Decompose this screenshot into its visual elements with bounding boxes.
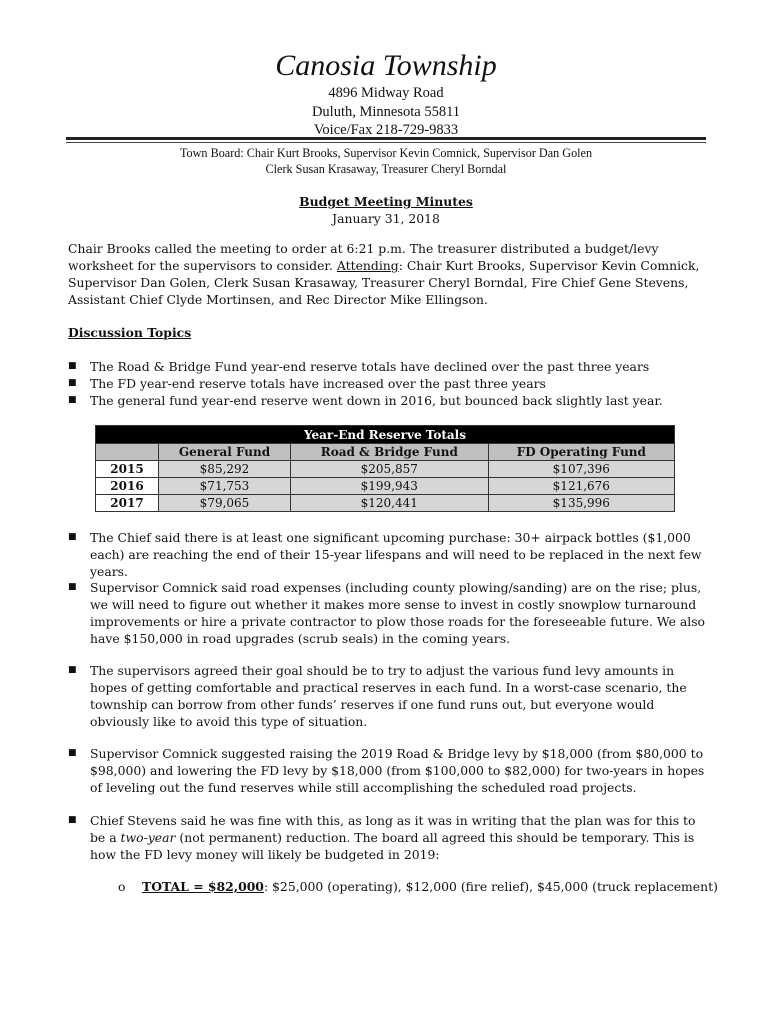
sub-bullet-icon: o: [118, 879, 126, 894]
topic-list: [68, 358, 708, 409]
row-year: 2017: [96, 495, 159, 512]
list-item: [68, 375, 708, 392]
table-cell: $71,753: [159, 478, 291, 495]
note-text-italic: two-year: [120, 830, 176, 845]
note-text: The supervisors agreed their goal should be to try to adjust the various fund levy amounts in hopes of getting comfortable and practical reserves in each fund. In a worst-case scenario, the township can borrow from other funds’ reserves if one fund runs out, but everyone would obviously like to avoid this type of situation.: [90, 663, 687, 729]
bullet-icon: ■: [68, 748, 77, 758]
note-stevens: [68, 812, 708, 863]
total-label: TOTAL = $82,000: [142, 879, 264, 894]
breakdown-detail: : $25,000 (operating), $12,000 (fire relief), $45,000 (truck replacement): [263, 879, 718, 894]
bullet-icon: ■: [68, 815, 77, 825]
note-comnick-levy: [68, 745, 708, 796]
bullet-icon: ■: [68, 665, 77, 675]
note-chief: [68, 529, 708, 580]
letterhead: [66, 48, 706, 140]
meeting-date: January 31, 2018: [332, 211, 440, 226]
meeting-title: Budget Meeting Minutes: [299, 194, 473, 209]
list-item: [68, 358, 708, 375]
intro-text: Chair Brooks called the meeting to order at 6:21 p.m. The treasurer distributed a budget/levy worksheet for the supervisors to consider.: [68, 241, 659, 273]
letterhead-divider: [66, 137, 706, 140]
table-corner-cell: [96, 444, 159, 461]
breakdown-text: [142, 878, 718, 895]
table-cell: $79,065: [159, 495, 291, 512]
board-line-1: Town Board: Chair Kurt Brooks, Supervisor Kevin Comnick, Supervisor Dan Golen: [179, 146, 593, 160]
letterhead-divider-thin: [66, 142, 706, 143]
attending-label: Attending: [336, 258, 399, 273]
column-header: Road & Bridge Fund: [290, 444, 488, 461]
column-header: General Fund: [159, 444, 291, 461]
table-cell: $199,943: [290, 478, 488, 495]
meeting-heading: [66, 193, 706, 227]
note-text-start: Chief Stevens said he was fine with this, as long as it was in writing that the plan was for this to be a: [90, 813, 696, 845]
table-cell: $120,441: [290, 495, 488, 512]
city-line: Duluth, Minnesota 55811: [311, 103, 461, 120]
list-item: [68, 812, 708, 863]
table-title: Year-End Reserve Totals: [96, 426, 675, 444]
reserve-totals-table: [95, 425, 675, 512]
board-line-2: Clerk Susan Krasaway, Treasurer Cheryl Borndal: [265, 162, 507, 176]
phone-line: Voice/Fax 218-729-9833: [313, 122, 459, 138]
note-supervisors: [68, 662, 708, 730]
table-row: [96, 478, 675, 495]
table-cell: $85,292: [159, 461, 291, 478]
note-text: Supervisor Comnick suggested raising the 2019 Road & Bridge levy by $18,000 (from $80,000 to $98,000) and lowering the FD levy by $18,000 (from $100,000 to $82,000) for two-years in hopes of leveling out the fund reserves while still accomplishing the scheduled road projects.: [90, 746, 705, 795]
list-item: [68, 662, 708, 730]
row-year: 2016: [96, 478, 159, 495]
bullet-icon: ■: [68, 378, 77, 388]
note-text: Supervisor Comnick said road expenses (including county plowing/sanding) are on the rise; plus, we will need to figure out whether it makes more sense to invest in costly snowplow turnaround improvements or hire a private contractor to plow those roads for the foreseeable future. We also have $150,000 in road upgrades (scrub seals) in the coming years.: [90, 580, 706, 646]
table-cell: $135,996: [488, 495, 674, 512]
bullet-icon: ■: [68, 532, 77, 542]
table-row: [96, 461, 675, 478]
bullet-icon: ■: [68, 361, 77, 371]
township-title: Canosia Township: [275, 49, 497, 82]
topic-text: The general fund year-end reserve went down in 2016, but bounced back slightly last year.: [90, 393, 663, 408]
discussion-heading: Discussion Topics: [68, 325, 192, 340]
list-item: [68, 529, 708, 580]
note-text: The Chief said there is at least one significant upcoming purchase: 30+ airpack bottles ($1,000 each) are reaching the end of their 15-year lifespans and will need to be replaced in the next few years.: [90, 530, 702, 579]
table-cell: $205,857: [290, 461, 488, 478]
table-row: [96, 495, 675, 512]
bullet-icon: ■: [68, 395, 77, 405]
address-line: 4896 Midway Road: [328, 85, 444, 101]
note-text-end: (not permanent) reduction. The board all agreed this should be temporary. This is how the FD levy money will likely be budgeted in 2019:: [90, 830, 695, 862]
list-item: [68, 392, 708, 409]
topic-text: The FD year-end reserve totals have increased over the past three years: [90, 376, 546, 391]
column-header: FD Operating Fund: [488, 444, 674, 461]
table-cell: $121,676: [488, 478, 674, 495]
row-year: 2015: [96, 461, 159, 478]
note-comnick-roads: [68, 579, 708, 647]
list-item: [68, 579, 708, 647]
table-cell: $107,396: [488, 461, 674, 478]
attending-list: : Chair Kurt Brooks, Supervisor Kevin Comnick, Supervisor Dan Golen, Clerk Susan Krasaway, Treasurer Cheryl Borndal, Fire Chief Gene Stevens, Assistant Chief Clyde Mortinsen, and Rec Director Mike Ellingson.: [68, 258, 700, 307]
bullet-icon: ■: [68, 582, 77, 592]
intro-paragraph: [68, 240, 708, 308]
town-board-roster: [66, 145, 706, 177]
list-item: [68, 745, 708, 796]
topic-text: The Road & Bridge Fund year-end reserve totals have declined over the past three years: [90, 359, 650, 374]
